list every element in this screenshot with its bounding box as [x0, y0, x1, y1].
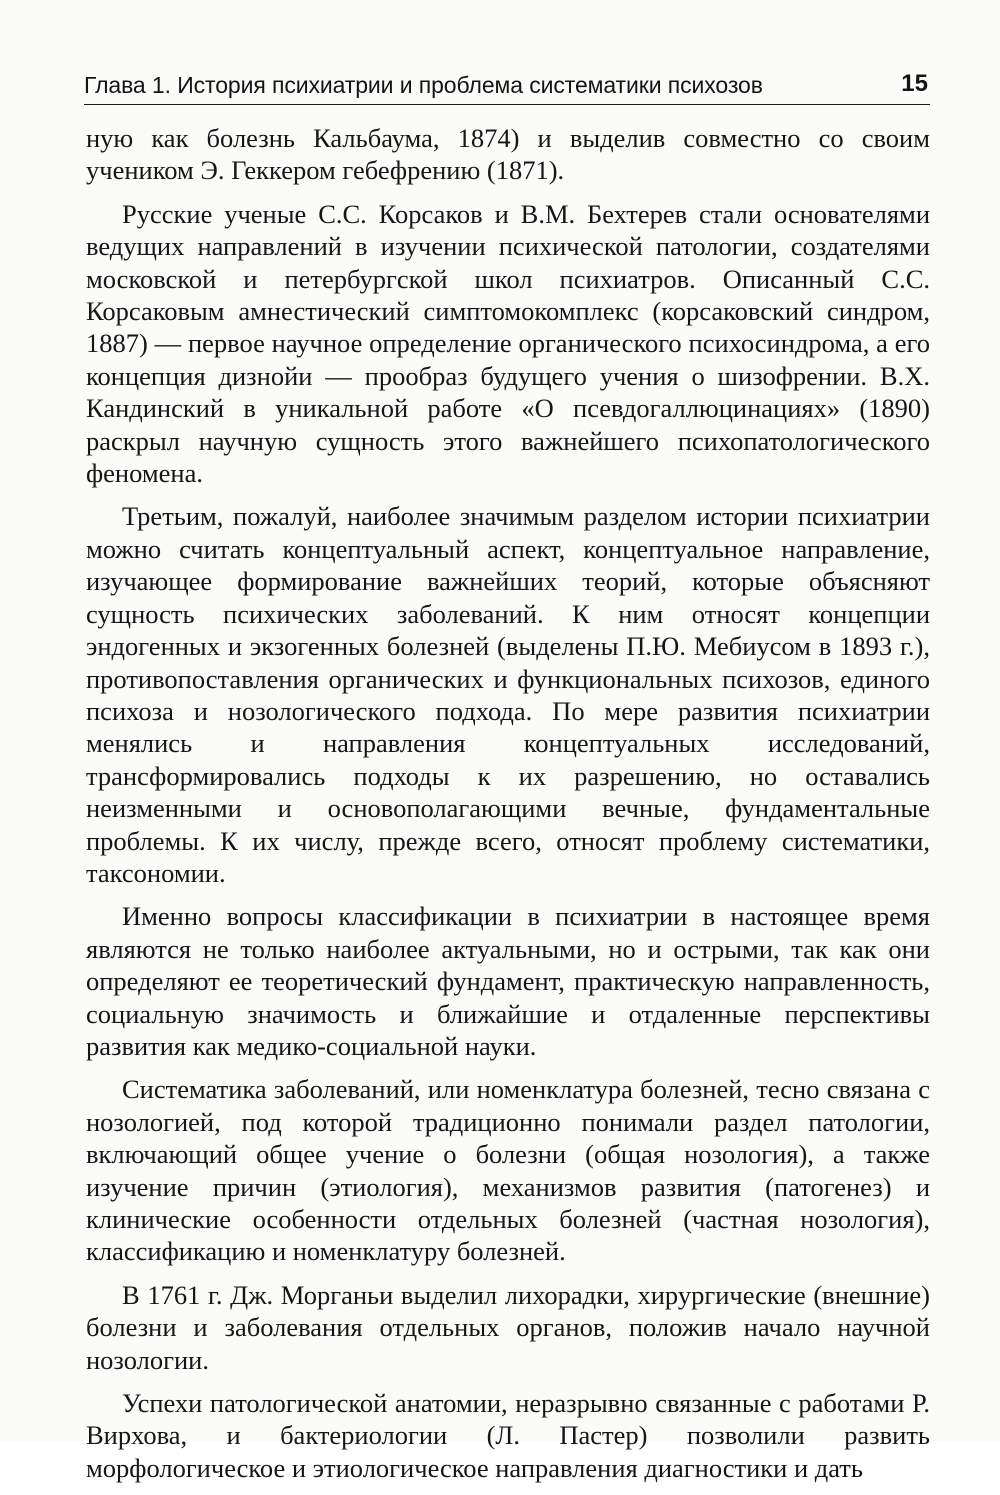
paragraph: Русские ученые С.С. Корсаков и В.М. Бехтерев стали основателями ведущих направлений в изучении психической патологии, создателями московской и петербургской школ психиатров. Описанный С.С. Корсаковым амнестический симптомокомплекс (корсаковский синдром, 1887) — первое научное определение органического психосиндрома, а его концепция дизнойи — прообраз будущего учения о шизофрении. В.Х. Кандинский в уникальной работе «О псевдогаллюцинациях» (1890) раскрыл научную сущность этого важнейшего психопатологического феномена. [86, 198, 930, 489]
body-text [86, 122, 930, 1495]
paragraph: Систематика заболеваний, или номенклатура болезней, тесно связана с нозологией, под которой традиционно понимали раздел патологии, включающий общее учение о болезни (общая нозология), а также изучение причин (этиология), механизмов развития (патогенез) и клинические особенности отдельных болезней (частная нозология), классификацию и номенклатуру болезней. [86, 1074, 930, 1267]
chapter-title: Глава 1. История психиатрии и проблема систематики психозов [84, 72, 763, 98]
running-header [84, 70, 930, 105]
paragraph: Именно вопросы классификации в психиатрии в настоящее время являются не только наиболее актуальными, но и острыми, так как они определяют ее теоретический фундамент, практическую направленность, социальную значимость и ближайшие и отдаленные перспективы развития как медико-социальной науки. [86, 901, 930, 1061]
paragraph: Успехи патологической анатомии, неразрывно связанные с работами Р. Вирхова, и бактериологии (Л. Пастер) позволили развить морфологическое и этиологическое направления диагностики и дать [86, 1388, 930, 1483]
paragraph: В 1761 г. Дж. Морганьи выделил лихорадки, хирургические (внешние) болезни и заболевания отдельных органов, положив начало научной нозологии. [86, 1279, 930, 1375]
paragraph: Третьим, пожалуй, наиболее значимым разделом истории психиатрии можно считать концептуальный аспект, концептуальное направление, изучающее формирование важнейших теорий, которые объясняют сущность психических заболеваний. К ним относят концепции эндогенных и экзогенных болезней (выделены П.Ю. Мебиусом в 1893 г.), противопоставления органических и функциональных психозов, единого психоза и нозологического подхода. По мере развития психиатрии менялись и направления концептуальных исследований, трансформировались подходы к их разрешению, но оставались неизменными и основополагающими вечные, фундаментальные проблемы. К их числу, прежде всего, относят проблему систематики, таксономии. [86, 501, 930, 888]
paragraph: ную как болезнь Кальбаума, 1874) и выделив совместно со своим учеником Э. Геккером гебефрению (1871). [86, 123, 930, 186]
page-number: 15 [901, 70, 928, 97]
